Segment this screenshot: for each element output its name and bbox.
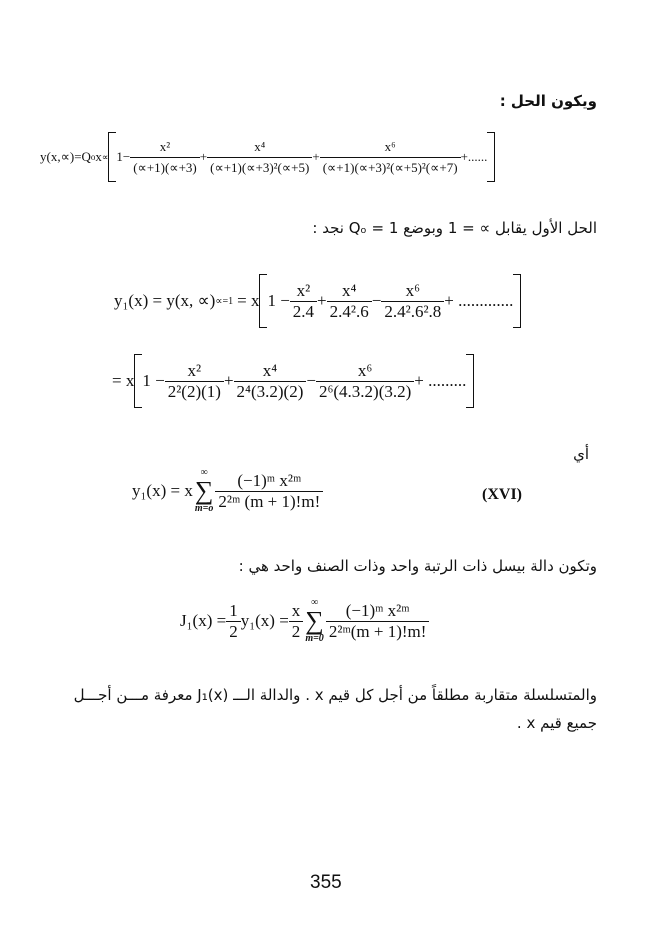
eq2-tail: + ............. bbox=[444, 291, 514, 310]
bessel-definition-line: وتكون دالة بيسل ذات الرتبة واحد وذات الصنف واحد هي : bbox=[238, 557, 597, 575]
eq5-half bbox=[226, 601, 241, 642]
eq1-t1-num: x² bbox=[130, 137, 200, 158]
eq5-sum-bottom: m=0 bbox=[305, 633, 324, 644]
eq2-right-bracket bbox=[513, 274, 521, 328]
eq4-lhs: y₁(x) = x bbox=[132, 481, 193, 500]
eq3-term-2 bbox=[234, 361, 307, 402]
convergence-line-1: والمتسلسلة متقاربة مطلقاً من أجل كل قيم x . والدالة الـــ J₁(x) معرفة مـــن أجـــل bbox=[73, 686, 597, 704]
eq1-t1-den: (∝+1)(∝+3) bbox=[133, 159, 197, 175]
eq3-term-3 bbox=[316, 361, 414, 402]
bessel-function-equation bbox=[180, 598, 429, 644]
eq5-den: 2²ᵐ(m + 1)!m! bbox=[328, 621, 427, 641]
eq1-term-1 bbox=[130, 137, 200, 178]
eq1-lhs-x: x bbox=[95, 149, 102, 164]
first-solution-expanded bbox=[112, 354, 474, 408]
first-solution-equation bbox=[114, 274, 521, 328]
eq1-plus-2: + bbox=[312, 149, 320, 164]
eq2-left-bracket bbox=[259, 274, 267, 328]
eq2-plus: + bbox=[317, 291, 327, 310]
eq2-eq-x: = x bbox=[237, 291, 260, 310]
eq2-t1-num: x² bbox=[290, 281, 317, 302]
eq1-plus-1: + bbox=[199, 149, 208, 164]
summation-symbol bbox=[195, 468, 214, 514]
eq3-right-bracket bbox=[466, 354, 474, 408]
eq1-t3-num: x⁶ bbox=[320, 137, 461, 158]
eq2-t1-den: 2.4 bbox=[292, 301, 315, 321]
eq5-half-den: 2 bbox=[229, 621, 238, 641]
eq3-tail: + ......... bbox=[414, 371, 467, 390]
eq3-left-bracket bbox=[134, 354, 142, 408]
eq1-left-bracket bbox=[108, 132, 116, 182]
solution-heading: ويكون الحل : bbox=[499, 92, 597, 110]
page-number: 355 bbox=[310, 872, 342, 893]
sigma-icon: ∑ bbox=[305, 606, 324, 635]
eq5-x-over-2 bbox=[289, 601, 304, 642]
eq3-eq-x: = x bbox=[112, 371, 135, 390]
eq4-sum-top: ∞ bbox=[200, 467, 208, 478]
eq1-term-2 bbox=[207, 137, 312, 178]
eq5-half-num: 1 bbox=[226, 601, 241, 622]
eq2-term-3 bbox=[381, 281, 444, 322]
eq2-term-2 bbox=[327, 281, 372, 322]
eq1-lead-term: 1− bbox=[116, 149, 131, 164]
eq1-lhs-sup: ∝ bbox=[101, 151, 109, 162]
eq3-t2-num: x⁴ bbox=[234, 361, 307, 382]
eq5-mid: y₁(x) = bbox=[240, 611, 289, 630]
eq3-lead-term: 1 − bbox=[142, 371, 165, 390]
eq1-t3-den: (∝+1)(∝+3)²(∝+5)²(∝+7) bbox=[322, 159, 458, 175]
convergence-line-2: جميع قيم x . bbox=[516, 714, 597, 732]
eq1-tail: +...... bbox=[460, 149, 488, 164]
eq4-sum-bottom: m=o bbox=[194, 503, 214, 514]
eq4-num: (−1)ᵐ x²ᵐ bbox=[215, 471, 323, 492]
eq5-sum-top: ∞ bbox=[311, 597, 319, 608]
eq3-t3-den: 2⁶(4.3.2)(3.2) bbox=[318, 381, 412, 401]
eq4-fraction bbox=[215, 471, 323, 512]
eq3-t1-den: 2²(2)(1) bbox=[167, 381, 221, 401]
eq5-fraction bbox=[326, 601, 430, 642]
eq3-plus: + bbox=[223, 371, 234, 390]
eq2-t3-num: x⁶ bbox=[381, 281, 444, 302]
first-solution-line: الحل الأول يقابل ∝ = 1 وبوضع Qₒ = 1 نجد : bbox=[312, 219, 597, 237]
summation-symbol-2 bbox=[305, 598, 324, 644]
word-that-is: أي bbox=[573, 445, 589, 463]
equation-tag: (XVI) bbox=[482, 486, 522, 503]
eq4-den: 2²ᵐ (m + 1)!m! bbox=[218, 491, 321, 511]
sigma-icon: ∑ bbox=[194, 476, 214, 505]
eq1-t2-den: (∝+1)(∝+3)²(∝+5) bbox=[210, 159, 310, 175]
eq3-minus: − bbox=[306, 371, 316, 390]
eq5-x-num: x bbox=[289, 601, 304, 622]
eq1-lhs: y(x,∝)=Q bbox=[40, 149, 91, 164]
eq1-right-bracket bbox=[487, 132, 495, 182]
eq2-t2-num: x⁴ bbox=[327, 281, 372, 302]
eq5-x-den: 2 bbox=[291, 621, 301, 641]
eq2-lhs: y₁(x) = y(x, ∝) bbox=[114, 291, 216, 310]
eq1-term-3 bbox=[320, 137, 461, 178]
eq2-lead-term: 1 − bbox=[267, 291, 290, 310]
eq3-term-1 bbox=[165, 361, 224, 402]
eq3-t1-num: x² bbox=[165, 361, 224, 382]
eq2-lhs-sub: ∝=1 bbox=[215, 295, 234, 307]
eq3-t3-num: x⁶ bbox=[316, 361, 414, 382]
eq3-t2-den: 2⁴(3.2)(2) bbox=[236, 381, 304, 401]
general-solution-equation bbox=[40, 132, 495, 182]
eq2-term-1 bbox=[290, 281, 317, 322]
eq5-lhs: J₁(x) = bbox=[180, 611, 227, 630]
eq2-t3-den: 2.4².6².8 bbox=[384, 301, 442, 321]
series-solution-equation bbox=[132, 468, 323, 514]
eq2-minus: − bbox=[371, 291, 382, 310]
eq5-num: (−1)ᵐ x²ᵐ bbox=[326, 601, 430, 622]
eq1-lhs-sub: o bbox=[90, 152, 96, 162]
eq2-t2-den: 2.4².6 bbox=[329, 301, 369, 321]
eq1-t2-num: x⁴ bbox=[207, 137, 312, 158]
